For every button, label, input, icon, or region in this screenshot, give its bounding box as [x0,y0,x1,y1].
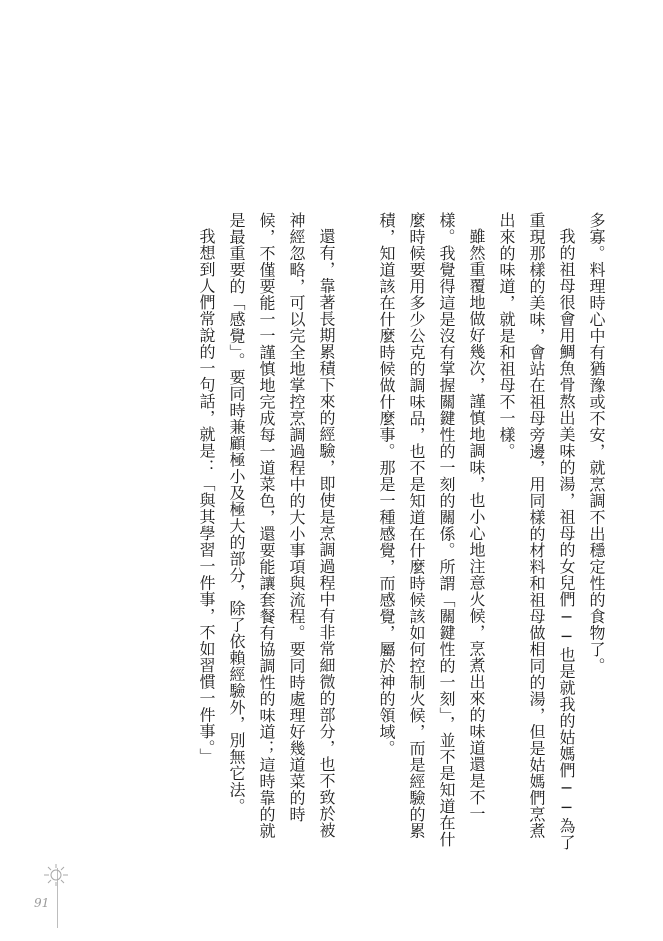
sun-ornament-icon [40,862,72,888]
paragraph-3: 雖然重覆地做好幾次，謹慎地調味，也小心地注意火候，烹煮出來的味道還是不一樣。我覺得這是沒有掌握關鍵性的一刻的關係。所謂「關鍵性的一刻」，並不是知道在什麼時候要用多少公克的調味品，也不是知道在什麼時候該如何控制火候，而是經驗的累積，知道該在什麼時候做什麼事。那是一種感覺，而感覺，屬於神的領域。 [377,212,486,848]
paragraph-5: 我想到人們常說的一句話，就是：「與其學習一件事，不如習慣一件事。」 [197,228,216,765]
paragraph-1: 多寡。料理時心中有猶豫或不安，就烹調不出穩定性的食物了。 [587,212,606,674]
paragraph-4: 還有，靠著長期累積下來的經驗，即使是烹調過程中有非常細微的部分，也不致於被神經忽略，可以完全地掌控烹調過程中的大小事項與流程。要同時處理好幾道菜的時候，不僅要能一一謹慎地完成每一道菜色，還要能讓套餐有協調性的味道；這時靠的就是最重要的「感覺」。要同時兼顧極小及極大的部分，除了依賴經驗外，別無它法。 [227,212,336,839]
paragraph-2: 我的祖母很會用鯛魚骨熬出美味的湯，祖母的女兒們──也是就我的姑媽們──為了重現那樣的美味，會站在祖母旁邊，用同樣的材料和祖母做相同的湯，但是姑媽們烹煮出來的味道，就是和祖母不一樣。 [497,212,576,851]
page-number: 91 [34,896,50,910]
vertical-text-body [111,212,611,852]
